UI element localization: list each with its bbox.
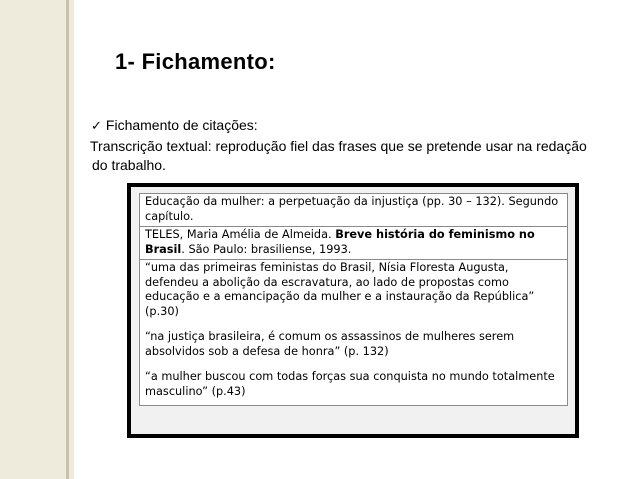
body-line-2: do trabalho.: [92, 157, 166, 173]
table-row: [140, 260, 568, 406]
quote-1: “uma das primeiras feministas do Brasil, Nísia Floresta Augusta, defendeu a abolição da escravatura, ao lado de propostas como educação e a emancipação da mulher e a instauração da República” (p.30): [145, 261, 535, 318]
reference-author: TELES, Maria Amélia de Almeida.: [145, 228, 336, 241]
citation-card-inner: [131, 187, 575, 434]
quote-3: “a mulher buscou com todas forças sua conquista no mundo totalmente masculino” (p.43): [145, 370, 555, 398]
body-paragraph: [90, 137, 638, 175]
checkmark-icon: ✓: [91, 118, 102, 133]
decorative-side-bar: [0, 0, 74, 479]
citation-quotes: [140, 260, 568, 406]
reference-publisher: . São Paulo: brasiliense, 1993.: [181, 242, 352, 256]
bullet-label: Fichamento de citações:: [105, 117, 258, 133]
quote-2: “na justiça brasileira, é comum os assassinos de mulheres serem absolvidos sob a defesa de honra” (p. 132): [145, 330, 515, 358]
table-row: [140, 194, 568, 227]
citation-reference: [140, 227, 568, 260]
citation-card-image: [127, 183, 579, 438]
body-line-1: Transcrição textual: reprodução fiel das frases que se pretende usar na redação: [90, 138, 587, 154]
citation-heading: Educação da mulher: a perpetuação da injustiça (pp. 30 – 132). Segundo capítulo.: [140, 194, 568, 227]
citation-table: [139, 193, 568, 406]
reference-title: Breve história do feminismo no Brasil: [145, 228, 535, 256]
table-row: [140, 227, 568, 260]
bullet-item: [91, 117, 258, 134]
slide-title: 1- Fichamento:: [115, 49, 276, 74]
side-divider-line: [66, 0, 69, 479]
